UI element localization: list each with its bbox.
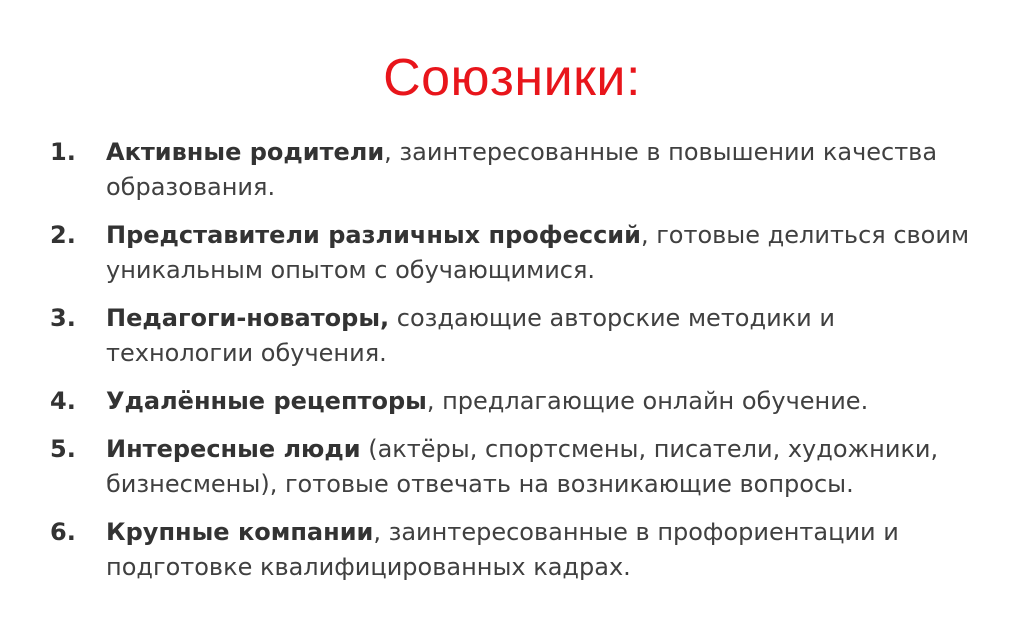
item-text: , готовые делиться своим уникальным опытом с обучающимися. — [106, 221, 970, 284]
item-bold-text: Педагоги-новаторы, — [106, 304, 390, 332]
item-number: 6. — [50, 518, 76, 546]
list-item — [50, 432, 980, 502]
list-item — [50, 301, 980, 371]
list-item — [50, 218, 980, 288]
list-item — [50, 135, 980, 205]
allies-list — [50, 135, 980, 598]
list-item — [50, 515, 980, 585]
item-bold-text: Интересные люди — [106, 435, 361, 463]
item-bold-text: Активные родители — [106, 138, 385, 166]
item-number: 4. — [50, 387, 76, 415]
item-text: , предлагающие онлайн обучение. — [426, 387, 869, 415]
item-bold-text: Удалённые рецепторы — [106, 387, 427, 415]
item-text: , заинтересованные в повышении качества образования. — [106, 138, 938, 201]
item-bold-text: Крупные компании — [106, 518, 374, 546]
item-text: создающие авторские методики и технологии обучения. — [106, 304, 835, 367]
list-item — [50, 384, 980, 419]
item-text: (актёры, спортсмены, писатели, художники, бизнесмены), готовые отвечать на возникающие вопросы. — [106, 435, 939, 498]
item-text: , заинтересованные в профориентации и подготовке квалифицированных кадрах. — [106, 518, 899, 581]
item-number: 2. — [50, 221, 76, 249]
item-number: 3. — [50, 304, 76, 332]
slide-title: Союзники: — [383, 49, 641, 107]
item-bold-text: Представители различных профессий — [106, 221, 641, 249]
item-number: 5. — [50, 435, 76, 463]
item-number: 1. — [50, 138, 76, 166]
